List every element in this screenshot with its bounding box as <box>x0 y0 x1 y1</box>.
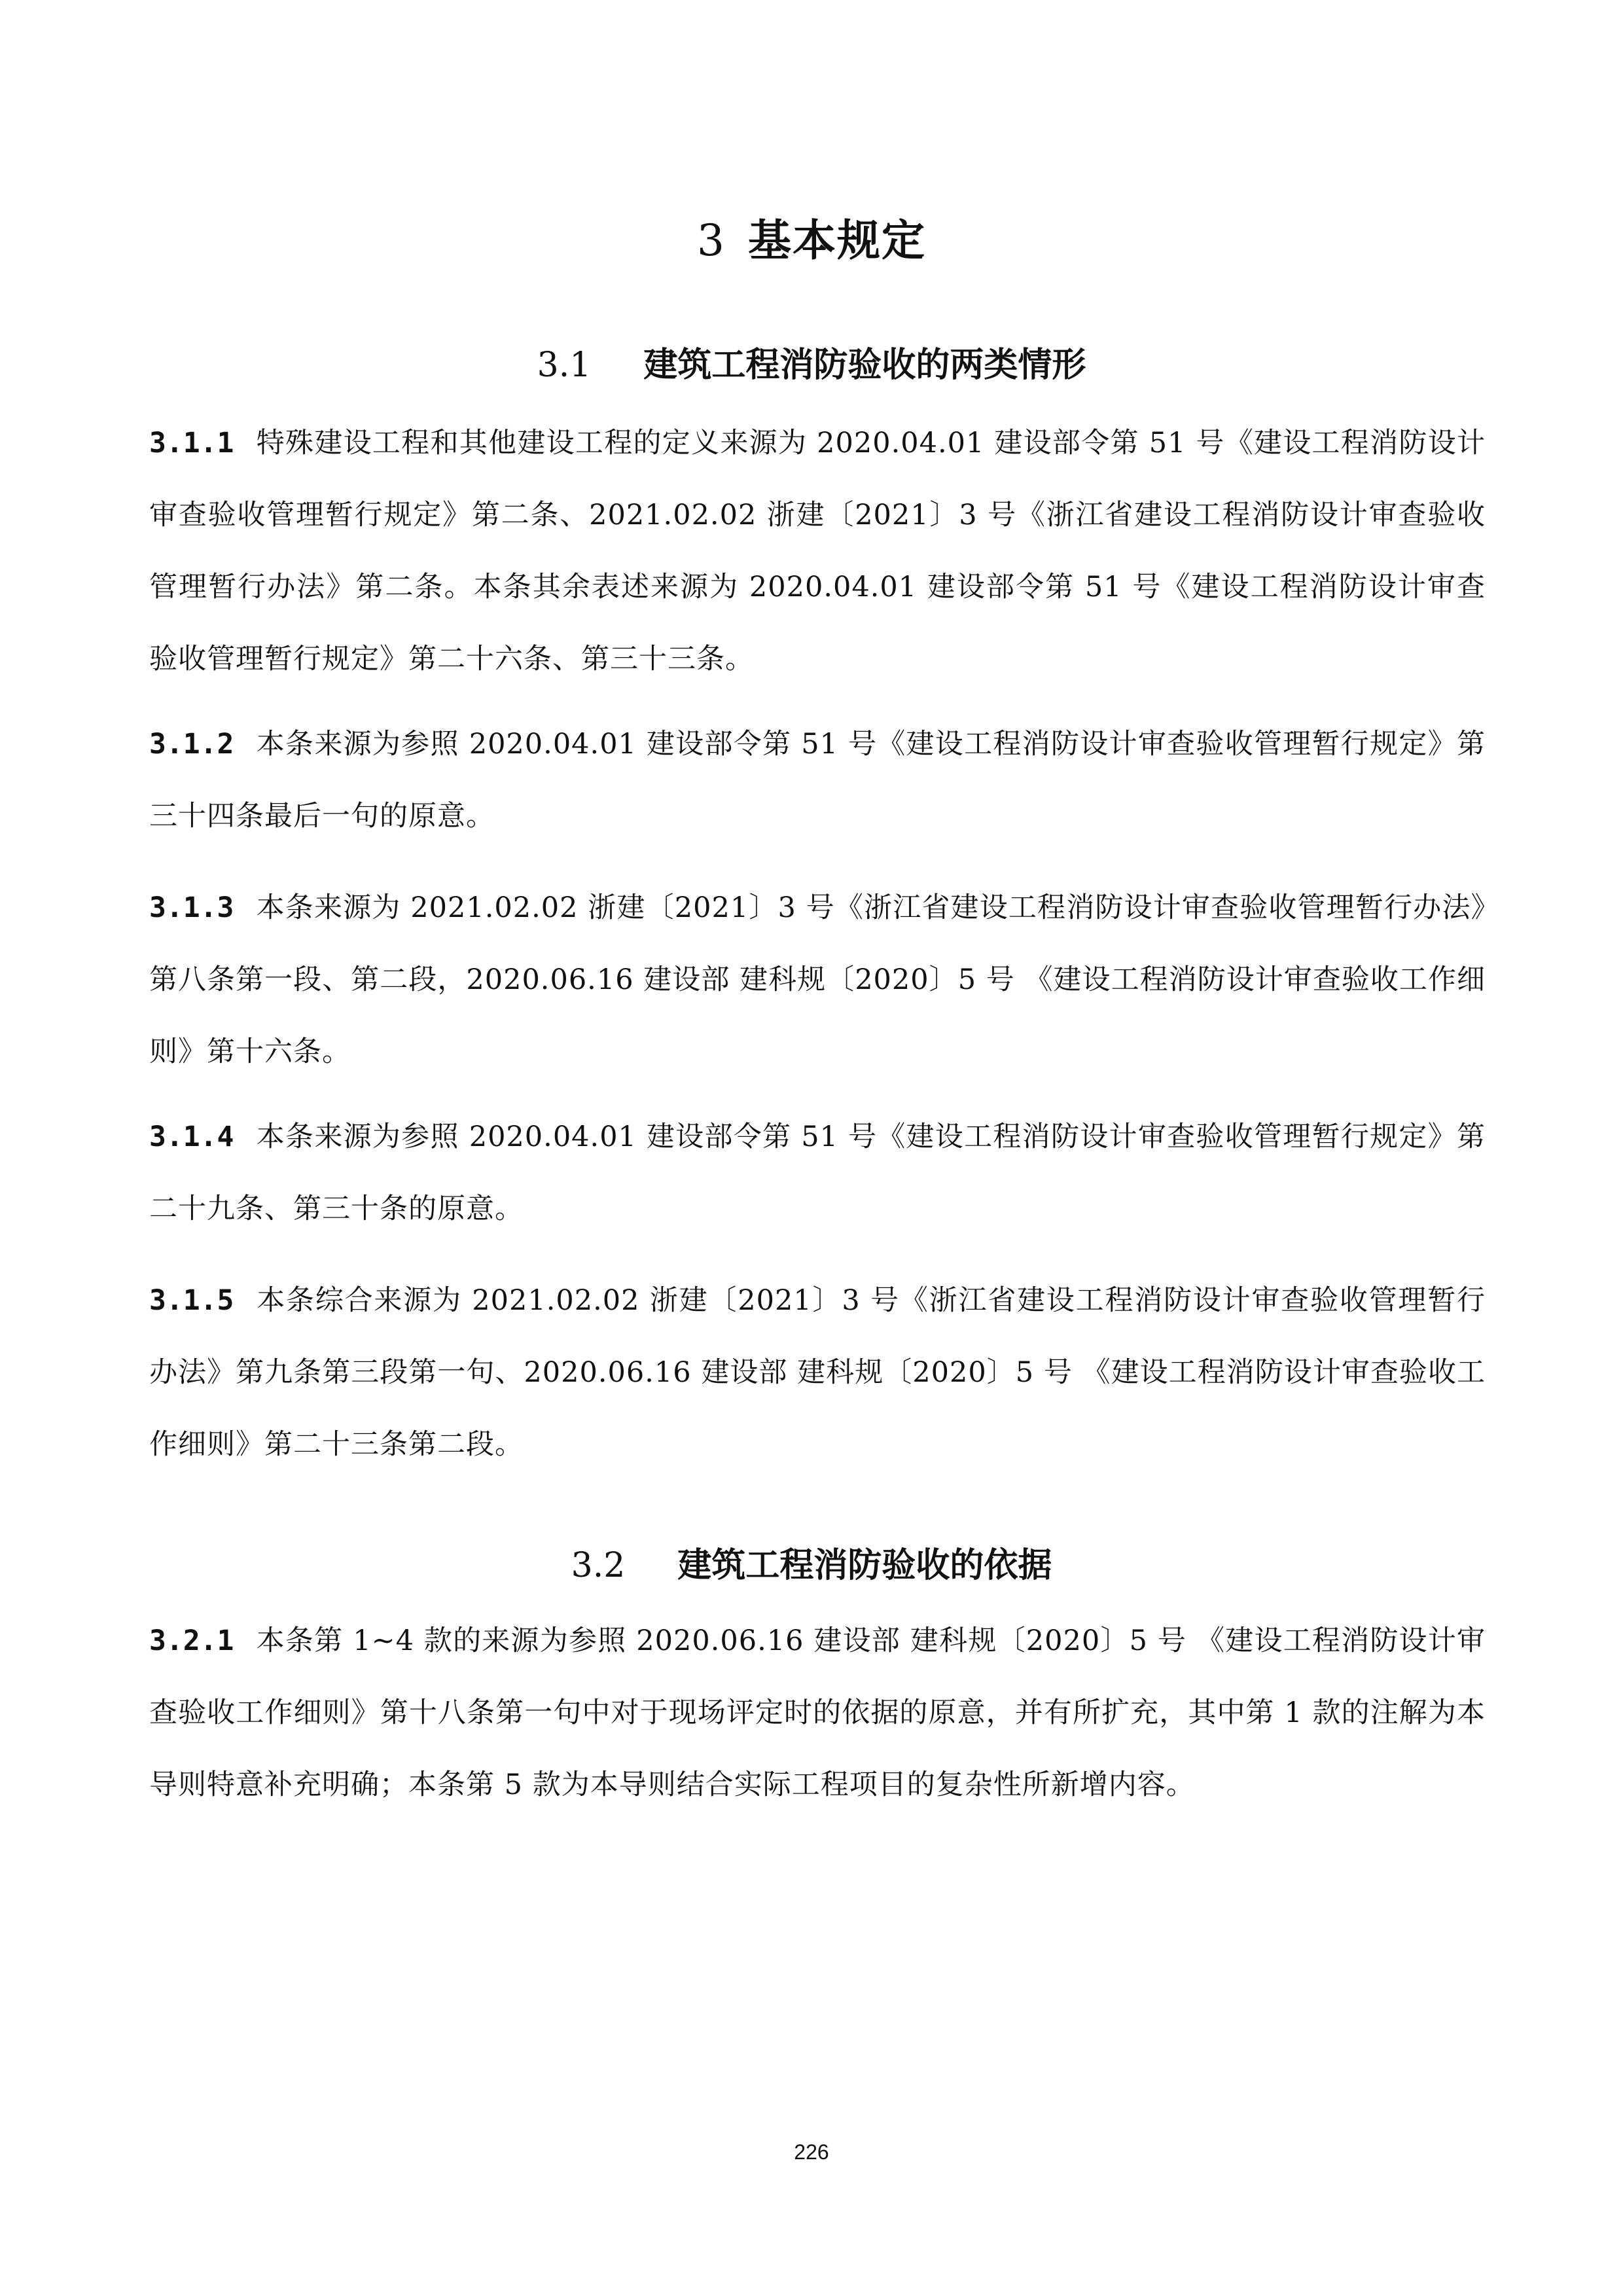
chapter-number: 3 <box>697 215 726 266</box>
clause-3-1-1 <box>149 407 1486 695</box>
clause-3-1-2 <box>149 708 1486 852</box>
page-number: 226 <box>794 2140 829 2164</box>
clause-text: 本条来源为 2021.02.02 浙建〔2021〕3 号《浙江省建设工程消防设计审查验收管理暂行办法》第八条第一段、第二段，2020.06.16 建设部 建科规〔2020〕5 号 《建设工程消防设计审查验收工作细则》第十六条。 <box>149 891 1486 1068</box>
clause-number: 3.1.5 <box>149 1284 234 1317</box>
clause-3-1-4 <box>149 1101 1486 1245</box>
clause-number: 3.1.2 <box>149 728 234 761</box>
clause-number: 3.1.4 <box>149 1121 234 1153</box>
clause-3-1-5 <box>149 1265 1486 1480</box>
section-heading-3-1 <box>0 339 1623 391</box>
clause-3-2-1 <box>149 1605 1486 1821</box>
clause-text: 本条第 1~4 款的来源为参照 2020.06.16 建设部 建科规〔2020〕5 号 《建设工程消防设计审查验收工作细则》第十八条第一句中对于现场评定时的依据的原意，并有所扩充，其中第 1 款的注解为本导则特意补充明确；本条第 5 款为本导则结合实际工程项目的复杂性所新增内容。 <box>149 1624 1486 1801</box>
section-title: 建筑工程消防验收的两类情形 <box>643 346 1086 385</box>
clause-3-1-3 <box>149 872 1486 1088</box>
section-number: 3.2 <box>571 1546 626 1585</box>
chapter-heading <box>0 208 1623 274</box>
clause-number: 3.2.1 <box>149 1624 234 1657</box>
chapter-title: 基本规定 <box>748 215 926 266</box>
clause-text: 特殊建设工程和其他建设工程的定义来源为 2020.04.01 建设部令第 51 号《建设工程消防设计审查验收管理暂行规定》第二条、2021.02.02 浙建〔2021〕3 号《浙江省建设工程消防设计审查验收管理暂行办法》第二条。本条其余表述来源为 2020.04.01 建设部令第 51 号《建设工程消防设计审查验收管理暂行规定》第二十六条、第三十三条。 <box>149 427 1486 675</box>
clause-text: 本条来源为参照 2020.04.01 建设部令第 51 号《建设工程消防设计审查验收管理暂行规定》第三十四条最后一句的原意。 <box>149 728 1486 833</box>
section-heading-3-2 <box>0 1539 1623 1592</box>
clause-text: 本条来源为参照 2020.04.01 建设部令第 51 号《建设工程消防设计审查验收管理暂行规定》第二十九条、第三十条的原意。 <box>149 1121 1486 1225</box>
clause-text: 本条综合来源为 2021.02.02 浙建〔2021〕3 号《浙江省建设工程消防设计审查验收管理暂行办法》第九条第三段第一句、2020.06.16 建设部 建科规〔2020〕5 号 《建设工程消防设计审查验收工作细则》第二十三条第二段。 <box>149 1284 1486 1461</box>
clause-number: 3.1.3 <box>149 891 234 924</box>
section-title: 建筑工程消防验收的依据 <box>677 1546 1052 1585</box>
section-number: 3.1 <box>537 346 592 385</box>
clause-number: 3.1.1 <box>149 427 234 459</box>
